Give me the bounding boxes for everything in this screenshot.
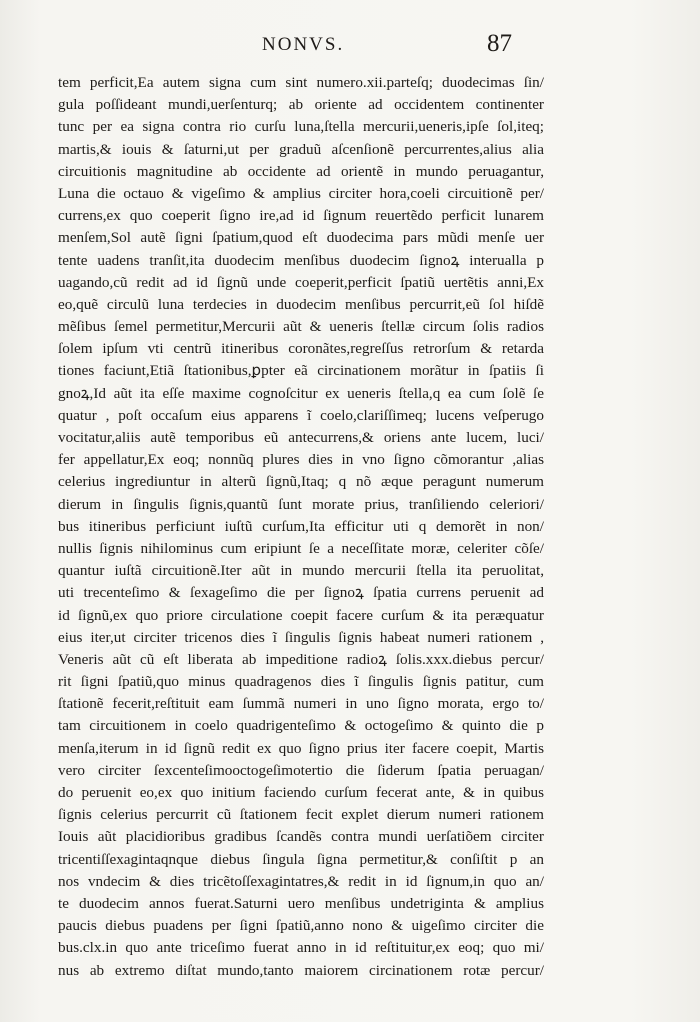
text-block [58,72,544,982]
text-line: nus ab extremo diſtat mundo,tanto maiorem circinationem rotæ percur/ [58,961,544,979]
text-line: bus.clx.in quo ante triceſimo fuerat anno in id reſtituitur,ex eoq; quo mi/ [58,939,544,957]
text-line: Veneris aũt cũ eſt liberata ab impeditione radioꝝ ſolis.xxx.diebus percur/ [58,650,544,668]
text-line: gnoꝝ,Id aũt ita eſſe maxime cognoſcitur ex ueneris ſtella,q ea cum ſolẽ ſe [58,384,544,402]
text-line: currens,ex quo coeperit ſigno ire,ad id ſignum reuertẽdo perficit lunarem [58,207,544,225]
page-header [0,30,700,64]
text-line: fer appellatur,Ex eoq; nonnũq plures dies in vno ſigno cõmorantur ,alias [58,451,544,469]
text-line: tunc per ea signa contra rio curſu luna,ſtella mercurii,ueneris,ipſe ſol,iteq; [58,118,544,136]
text-line: uti trecenteſimo & ſexageſimo die per ſignoꝝ ſpatia currens peruenit ad [58,584,544,602]
text-line: menſa,iterum in id ſignũ redit ex quo ſigno prius iter facere coepit, Martis [58,739,544,757]
text-line: tiones faciunt,Etiã ſtationibus,ꝑpter eã circinationem morãtur in ſpatiis ſi [58,362,544,380]
text-line: uagando,cũ redit ad id ſignũ unde coeperit,perficit ſpatiũ uertẽtis anni,Ex [58,273,544,291]
text-line: menſem,Sol autẽ ſigni ſpatium,quod eſt duodecima pars mũdi menſe uer [58,229,544,247]
text-line: vocitatur,aliis autẽ temporibus eũ antecurrens,& oriens ante lucem, luci/ [58,429,544,446]
text-line: tem perficit,Ea autem signa cum sint numero.xii.parteſq; duodecimas ſin/ [58,74,544,91]
text-line: quantur iuſtã circuitionẽ.Iter aũt in mundo mercurii ſtella ita peruolitat, [58,562,544,580]
text-line: rit ſigni ſpatiũ,quo minus quadragenos dies ĩ ſingulis ſignis patitur, cum [58,673,544,691]
text-line: do peruenit eo,ex quo initium faciendo curſum fecerat ante, & in quibus [58,784,544,801]
text-line: celerius ingrediuntur in alterũ ſignũ,Itaq; q nõ æque peragunt numerum [58,473,544,491]
text-line: circuitionis magnitudine ab occidente ad orientẽ in mundo peruagantur, [58,162,544,180]
text-line: te duodecim annos fuerat.Saturni uero menſibus undetriginta & amplius [58,894,544,912]
running-title: NONVS. [262,34,345,55]
text-line: ſignis celerius percurrit cũ ſtationem fecit explet dierum numeri rationem [58,806,544,824]
text-line: ſtationẽ fecerit,reſtituit eam ſummã numeri in uno ſigno morata, ergo to/ [58,695,544,713]
text-line: Iouis aũt placidioribus gradibus ſcandẽs contra mundi uerſatiõem circiter [58,828,544,846]
text-line: id ſignũ,ex quo priore circulatione coepit facere curſum & ita peræquatur [58,606,544,624]
text-line: tricentiſſexagintaqnque diebus ſingula ſigna permetitur,& conſiſtit p an [58,850,544,868]
text-line: gula poſſideant mundi,uerſenturq; ab oriente ad occidentem continenter [58,96,544,114]
text-line: tente uadens tranſit,ita duodecim menſibus duodecim ſignoꝝ interualla p [58,251,544,269]
text-line: paucis diebus puadens per ſigni ſpatiũ,anno nono & uigeſimo circiter die [58,917,544,935]
text-line: quatur , poſt occaſum eius apparens ĩ coelo,clariſſimeq; lucens veſperugo [58,406,544,424]
text-line: Luna die octauo & vigeſimo & amplius circiter hora,coeli circuitionẽ per/ [58,184,544,202]
text-line: eius iter,ut circiter tricenos dies ĩ ſingulis ſignis habeat numeri rationem , [58,628,544,646]
text-line: nos vndecim & dies tricẽtoſſexagintatres,& redit in id ſignum,in quo an/ [58,872,544,890]
text-line: nullis ſignis nihilominus cum eripiunt ſe a neceſſitate moræ, celeriter cõſe/ [58,539,544,557]
text-line: bus itineribus perficiunt iuſtũ curſum,Ita efficitur uti q demorẽt in non/ [58,517,544,535]
text-line: ſolem ipſum vti centrũ itineribus coronãtes,regreſſus retrorſum & retarda [58,340,544,358]
text-line: mẽſibus ſemel permetitur,Mercurii aũt & ueneris ſtellæ circum ſolis radios [58,318,544,336]
text-line: vero circiter ſexcenteſimooctogeſimotertio die ſiderum ſpatia peruagan/ [58,761,544,779]
page-number: 87 [487,30,512,57]
text-line: dierum in ſingulis ſignis,quantũ ſunt morate prius, tranſiliendo celeriori/ [58,495,544,513]
text-line: eo,quẽ circulũ luna terdecies in duodecim menſibus percurrit,eũ ſol hiſdẽ [58,295,544,313]
text-line: tam circuitionem in coelo quadrigenteſimo & octogeſimo & quinto die p [58,717,544,735]
text-line: martis,& iouis & ſaturni,ut per graduũ aſcenſionẽ percurrentes,alius alia [58,140,544,158]
